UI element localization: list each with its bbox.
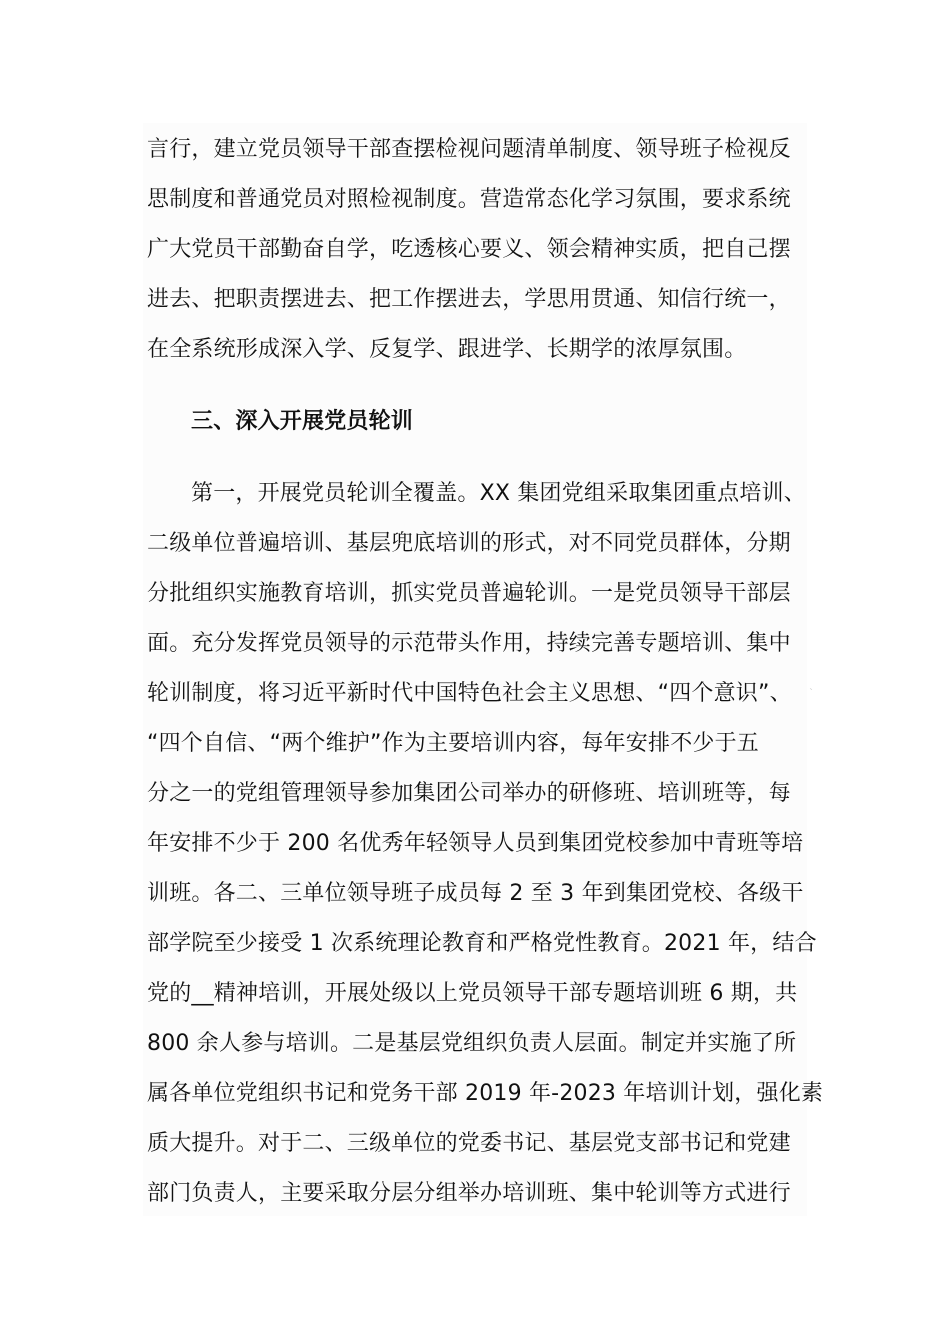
section-heading: 三、深入开展党员轮训 bbox=[191, 409, 414, 434]
paragraph-line: 在全系统形成深入学、反复学、跟进学、长期学的浓厚氛围。 bbox=[147, 337, 747, 362]
paragraph-line: 部门负责人，主要采取分层分组举办培训班、集中轮训等方式进行 bbox=[147, 1181, 791, 1206]
paragraph-line: 面。充分发挥党员领导的示范带头作用，持续完善专题培训、集中 bbox=[147, 631, 791, 656]
paragraph-line: 进去、把职责摆进去、把工作摆进去，学思用贯通、知信行统一， bbox=[147, 287, 791, 312]
paragraph-line: 部学院至少接受 1 次系统理论教育和严格党性教育。2021 年，结合 bbox=[147, 931, 817, 956]
paragraph-line: 言行，建立党员领导干部查摆检视问题清单制度、领导班子检视反 bbox=[147, 137, 791, 162]
paragraph-line: “四个自信、“两个维护”作为主要培训内容，每年安排不少于五 bbox=[147, 731, 759, 756]
paragraph-line: 二级单位普遍培训、基层兜底培训的形式，对不同党员群体，分期 bbox=[147, 531, 791, 556]
paragraph-line: 分之一的党组管理领导参加集团公司举办的研修班、培训班等，每 bbox=[147, 781, 791, 806]
paragraph-line: 质大提升。对于二、三级单位的党委书记、基层党支部书记和党建 bbox=[147, 1131, 791, 1156]
paragraph-line: 800 余人参与培训。二是基层党组织负责人层面。制定并实施了所 bbox=[147, 1031, 797, 1056]
paragraph-line: 思制度和普通党员对照检视制度。营造常态化学习氛围，要求系统 bbox=[147, 187, 791, 212]
paragraph-line: 党的__精神培训，开展处级以上党员领导干部专题培训班 6 期，共 bbox=[147, 981, 798, 1006]
paragraph-line: 训班。各二、三单位领导班子成员每 2 至 3 年到集团党校、各级干 bbox=[147, 881, 804, 906]
paragraph-line: 分批组织实施教育培训，抓实党员普遍轮训。一是党员领导干部层 bbox=[147, 581, 791, 606]
page-edge-mark: ` bbox=[809, 688, 814, 699]
paragraph-line: 年安排不少于 200 名优秀年轻领导人员到集团党校参加中青班等培 bbox=[147, 831, 804, 856]
paragraph-line: 属各单位党组织书记和党务干部 2019 年-2023 年培训计划，强化素 bbox=[147, 1081, 824, 1106]
paragraph-line: 第一，开展党员轮训全覆盖。XX 集团党组采取集团重点培训、 bbox=[191, 481, 806, 506]
paragraph-line: 广大党员干部勤奋自学，吃透核心要义、领会精神实质，把自己摆 bbox=[147, 237, 791, 262]
paragraph-line: 轮训制度，将习近平新时代中国特色社会主义思想、“四个意识”、 bbox=[147, 681, 792, 706]
